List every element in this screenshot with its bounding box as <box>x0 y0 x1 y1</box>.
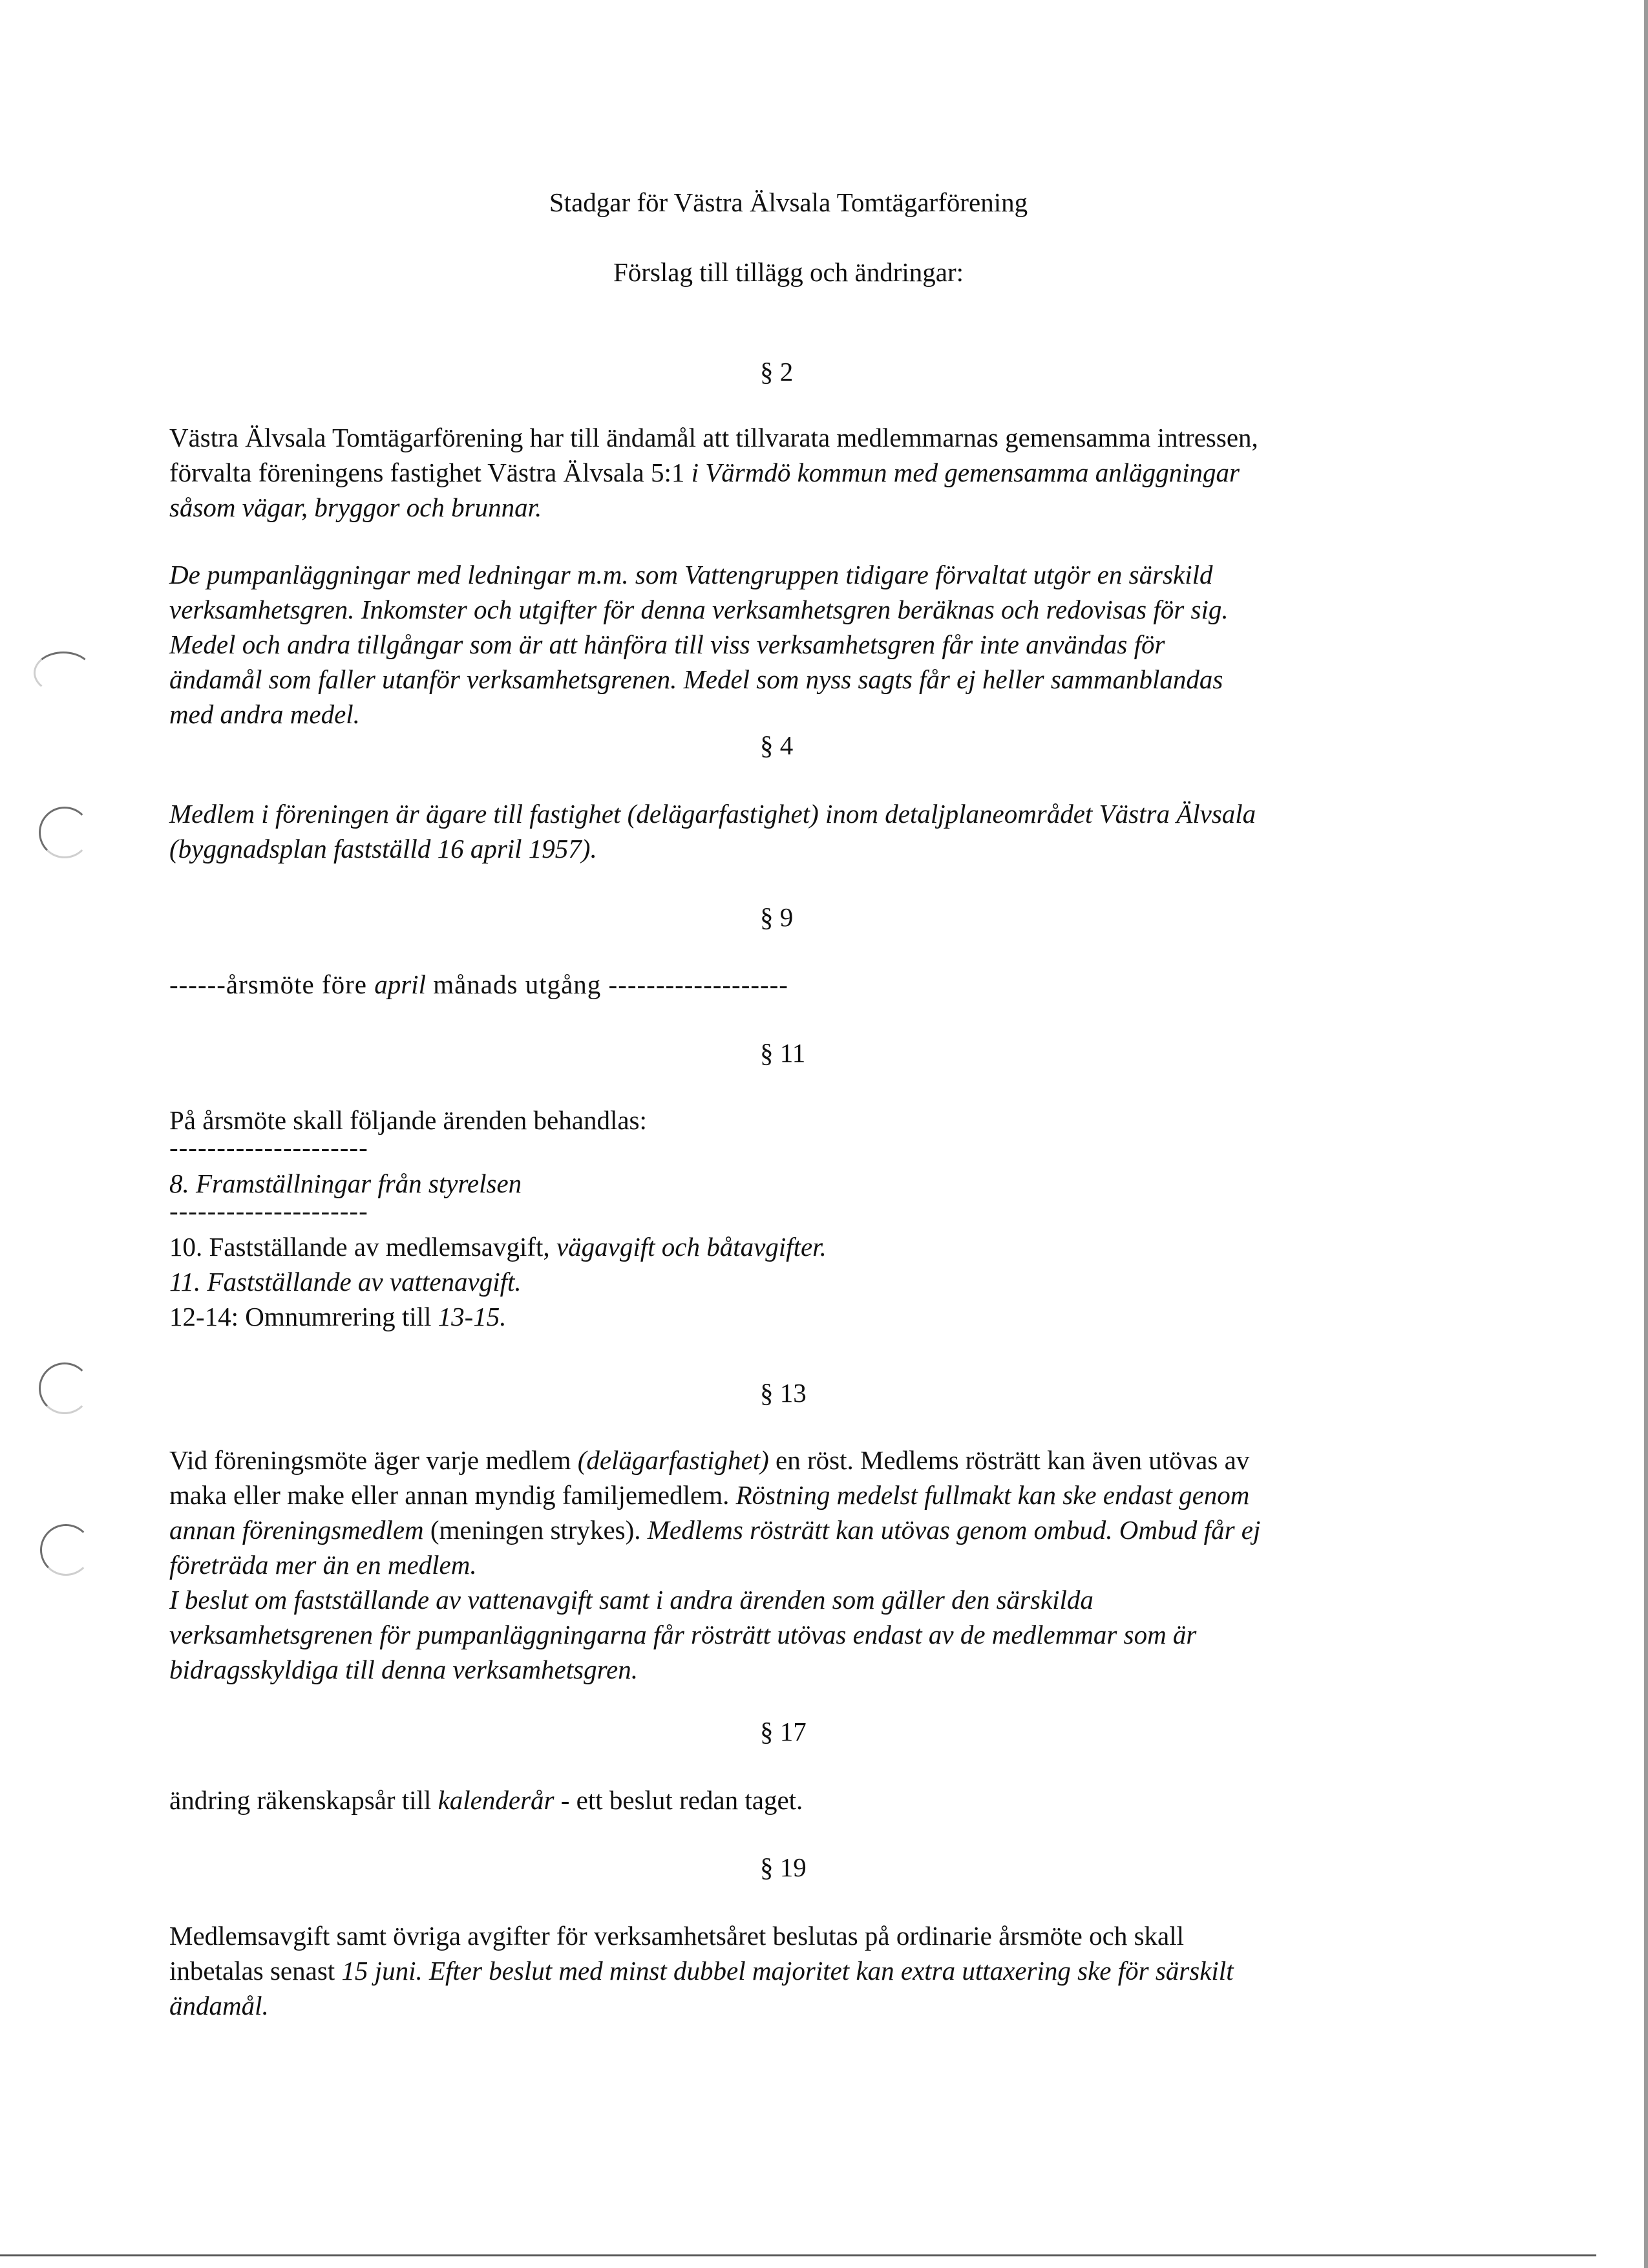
s19-line-2 <box>169 1953 1436 1988</box>
s11-intro: På årsmöte skall följande ärenden behandlas: <box>169 1105 647 1135</box>
s13-line-7: bidragsskyldiga till denna verksamhetsgren. <box>169 1655 638 1684</box>
section-17-heading: § 17 <box>760 1717 807 1746</box>
s13-l2-b: Röstning medelst fullmakt kan ske endast genom <box>735 1480 1250 1510</box>
s13-l1-c: en röst. Medlems rösträtt kan även utövas av <box>768 1445 1250 1475</box>
section-13-paragraph <box>169 1443 1436 1687</box>
s17-post: - ett beslut redan taget. <box>554 1785 803 1815</box>
s11-item-8: 8. Framställningar från styrelsen <box>169 1169 522 1198</box>
document-title: Stadgar för Västra Älvsala Tomtägarförening <box>549 187 1028 217</box>
s19-l2-plain: inbetalas senast <box>169 1956 342 1986</box>
s2-p1-line-2-italic: i Värmdö kommun med gemensamma anläggningar <box>691 458 1240 487</box>
s13-l1-b: (delägarfastighet) <box>577 1445 769 1475</box>
s4-line-2: (byggnadsplan fastställd 16 april 1957). <box>169 834 597 864</box>
punch-hole-2 <box>39 807 90 858</box>
section-19-heading: § 19 <box>760 1852 807 1882</box>
s2-p1-line-1: Västra Älvsala Tomtägarförening har till ändamål att tillvarata medlemmarnas gemensamma intressen, <box>169 423 1258 452</box>
s13-line-4: företräda mer än en medlem. <box>169 1550 477 1580</box>
section-13-heading: § 13 <box>760 1378 807 1408</box>
s13-l3-a: annan föreningsmedlem <box>169 1515 424 1545</box>
section-11-heading: § 11 <box>760 1038 806 1068</box>
section-2-paragraph-1 <box>169 420 1436 525</box>
s17-italic: kalenderår <box>438 1785 555 1815</box>
s19-line-1: Medlemsavgift samt övriga avgifter för verksamhetsåret beslutas på ordinarie årsmöte och skall <box>169 1921 1185 1951</box>
section-9-heading: § 9 <box>760 902 794 932</box>
section-4-paragraph <box>169 796 1436 866</box>
section-17-text <box>169 1783 1436 1818</box>
s13-line-2 <box>169 1478 1436 1512</box>
s2-p2-line-2: verksamhetsgren. Inkomster och utgifter för denna verksamhetsgren beräknas och redovisas för sig. <box>169 595 1229 624</box>
s2-p1-line-3: såsom vägar, bryggor och brunnar. <box>169 493 542 522</box>
s19-line-3: ändamål. <box>169 1991 269 2020</box>
s13-line-5: I beslut om fastställande av vattenavgift samt i andra ärenden som gäller den särskilda <box>169 1585 1093 1615</box>
s13-l1-a: Vid föreningsmöte äger varje medlem <box>169 1445 578 1475</box>
section-2-paragraph-2 <box>169 557 1436 732</box>
s2-p1-line-2 <box>169 455 1436 490</box>
s17-line <box>169 1783 1436 1818</box>
s2-p2-line-5: med andra medel. <box>169 699 360 729</box>
s19-l2-italic: 15 juni. Efter beslut med minst dubbel majoritet kan extra uttaxering ske för särskilt <box>341 1956 1234 1986</box>
section-11-list <box>169 1103 1436 1334</box>
section-2-heading: § 2 <box>760 357 794 387</box>
s13-l2-a: maka eller make eller annan myndig familjemedlem. <box>169 1480 736 1510</box>
section-4-heading: § 4 <box>760 730 794 760</box>
s2-p2-line-3: Medel och andra tillgångar som är att hänföra till viss verksamhetsgren får inte användas för <box>169 630 1165 659</box>
s13-line-6: verksamhetsgrenen för pumpanläggningarna får rösträtt utövas endast av de medlemmar som är <box>169 1620 1197 1649</box>
s13-line-1 <box>169 1443 1436 1478</box>
s11-item-10 <box>169 1229 1436 1264</box>
s9-line <box>169 967 1436 1002</box>
s11-separator-2: --------------------- <box>169 1196 368 1225</box>
s2-p2-line-4: ändamål som faller utanför verksamhetsgrenen. Medel som nyss sagts får ej heller sammanblandas <box>169 664 1223 694</box>
section-19-paragraph <box>169 1918 1436 2023</box>
punch-hole-1 <box>34 652 93 694</box>
s11-item-12-italic: 13-15. <box>438 1302 507 1331</box>
punch-hole-4 <box>40 1524 92 1576</box>
s13-l3-b: (meningen strykes). <box>423 1515 648 1545</box>
scan-edge-bottom <box>0 2254 1596 2256</box>
s9-italic: april <box>374 970 426 999</box>
s4-line-1: Medlem i föreningen är ägare till fastighet (delägarfastighet) inom detaljplaneområdet Västra Älvsala <box>169 799 1256 829</box>
s11-item-10-plain: 10. Fastställande av medlemsavgift, <box>169 1232 556 1262</box>
s11-item-11: 11. Fastställande av vattenavgift. <box>169 1267 522 1297</box>
s11-separator-1: --------------------- <box>169 1132 368 1162</box>
s13-line-3 <box>169 1512 1436 1547</box>
punch-hole-3 <box>39 1362 90 1414</box>
document-subtitle: Förslag till tillägg och ändringar: <box>613 257 964 287</box>
s17-pre: ändring räkenskapsår till <box>169 1785 438 1815</box>
s9-post: månads utgång ------------------- <box>425 970 788 999</box>
scan-edge-right <box>1644 0 1648 2268</box>
s2-p2-line-1: De pumpanläggningar med ledningar m.m. som Vattengruppen tidigare förvaltat utgör en särskild <box>169 560 1213 589</box>
s11-item-12 <box>169 1299 1436 1334</box>
s11-item-12-plain: 12-14: Omnumrering till <box>169 1302 438 1331</box>
s11-item-10-italic: vägavgift och båtavgifter. <box>556 1232 827 1262</box>
s2-p1-line-2-plain: förvalta föreningens fastighet Västra Älvsala 5:1 <box>169 458 692 487</box>
section-9-text <box>169 967 1436 1002</box>
s9-pre: ------årsmöte före <box>169 970 375 999</box>
s13-l3-c: Medlems rösträtt kan utövas genom ombud. Ombud får ej <box>647 1515 1261 1545</box>
